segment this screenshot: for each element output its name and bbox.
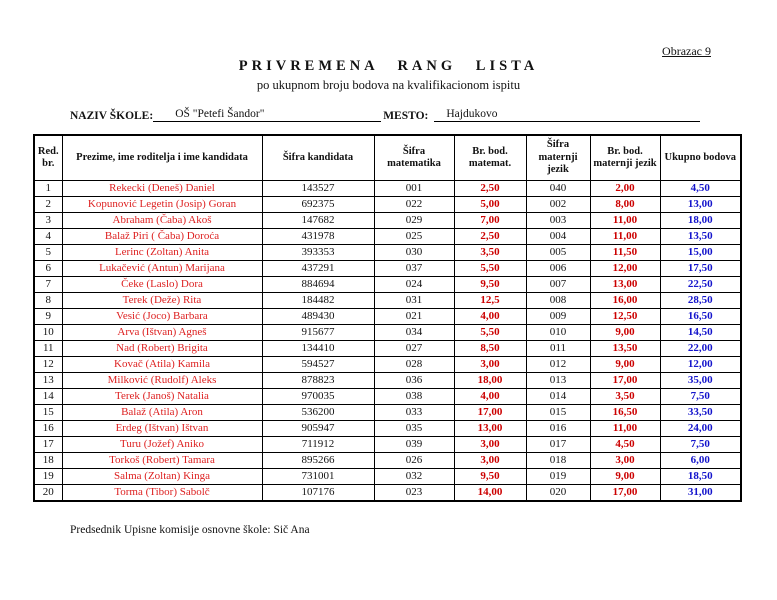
cell-total_points: 35,00	[660, 373, 741, 389]
cell-math_code: 038	[374, 389, 454, 405]
cell-math_points: 9,50	[454, 277, 526, 293]
cell-total_points: 4,50	[660, 181, 741, 197]
column-header-mother_tongue_code: Šifra maternji jezik	[526, 135, 590, 181]
cell-candidate_code: 184482	[262, 293, 374, 309]
table-row	[34, 261, 741, 277]
cell-mother_tongue_code: 008	[526, 293, 590, 309]
cell-total_points: 24,00	[660, 421, 741, 437]
cell-mother_tongue_code: 005	[526, 245, 590, 261]
school-name-label: NAZIV ŠKOLE:	[70, 110, 154, 122]
cell-math_points: 8,50	[454, 341, 526, 357]
form-number-label: Obrazac 9	[662, 44, 711, 58]
cell-candidate_code: 107176	[262, 485, 374, 502]
table-row	[34, 181, 741, 197]
cell-math_points: 12,5	[454, 293, 526, 309]
cell-rank: 15	[34, 405, 62, 421]
cell-mother_tongue_code: 016	[526, 421, 590, 437]
cell-mother_tongue_points: 16,50	[590, 405, 660, 421]
cell-mother_tongue_code: 002	[526, 197, 590, 213]
cell-math_points: 5,00	[454, 197, 526, 213]
cell-name: Abraham (Čaba) Akoš	[62, 213, 262, 229]
table-row	[34, 197, 741, 213]
cell-name: Čeke (Laslo) Dora	[62, 277, 262, 293]
cell-mother_tongue_code: 012	[526, 357, 590, 373]
cell-name: Nad (Robert) Brigita	[62, 341, 262, 357]
table-row	[34, 325, 741, 341]
cell-total_points: 18,50	[660, 469, 741, 485]
cell-name: Torkoš (Robert) Tamara	[62, 453, 262, 469]
cell-candidate_code: 147682	[262, 213, 374, 229]
cell-math_points: 5,50	[454, 325, 526, 341]
cell-math_code: 028	[374, 357, 454, 373]
cell-math_points: 13,00	[454, 421, 526, 437]
cell-math_code: 035	[374, 421, 454, 437]
cell-mother_tongue_points: 3,00	[590, 453, 660, 469]
cell-name: Lerinc (Zoltan) Anita	[62, 245, 262, 261]
cell-rank: 13	[34, 373, 62, 389]
cell-math_code: 033	[374, 405, 454, 421]
page-subtitle: po ukupnom broju bodova na kvalifikacionom ispitu	[256, 78, 521, 92]
cell-mother_tongue_points: 11,50	[590, 245, 660, 261]
column-header-total_points: Ukupno bodova	[660, 135, 741, 181]
cell-math_points: 18,00	[454, 373, 526, 389]
cell-candidate_code: 970035	[262, 389, 374, 405]
cell-math_code: 022	[374, 197, 454, 213]
cell-mother_tongue_points: 9,00	[590, 469, 660, 485]
column-header-mother_tongue_points: Br. bod. maternji jezik	[590, 135, 660, 181]
cell-total_points: 12,00	[660, 357, 741, 373]
cell-mother_tongue_code: 017	[526, 437, 590, 453]
cell-math_code: 034	[374, 325, 454, 341]
cell-mother_tongue_points: 12,00	[590, 261, 660, 277]
column-header-math_code: Šifra matematika	[374, 135, 454, 181]
cell-mother_tongue_points: 12,50	[590, 309, 660, 325]
cell-candidate_code: 878823	[262, 373, 374, 389]
cell-math_points: 17,00	[454, 405, 526, 421]
cell-math_points: 3,00	[454, 437, 526, 453]
column-header-candidate_code: Šifra kandidata	[262, 135, 374, 181]
cell-total_points: 14,50	[660, 325, 741, 341]
cell-math_points: 2,50	[454, 229, 526, 245]
cell-mother_tongue_code: 004	[526, 229, 590, 245]
cell-math_code: 039	[374, 437, 454, 453]
cell-math_code: 029	[374, 213, 454, 229]
cell-mother_tongue_points: 17,00	[590, 373, 660, 389]
cell-total_points: 28,50	[660, 293, 741, 309]
table-row	[34, 405, 741, 421]
cell-rank: 14	[34, 389, 62, 405]
cell-name: Kopunović Legetin (Josip) Goran	[62, 197, 262, 213]
cell-name: Salma (Zoltan) Kinga	[62, 469, 262, 485]
cell-candidate_code: 134410	[262, 341, 374, 357]
cell-total_points: 16,50	[660, 309, 741, 325]
cell-candidate_code: 905947	[262, 421, 374, 437]
table-row	[34, 293, 741, 309]
cell-rank: 6	[34, 261, 62, 277]
cell-rank: 2	[34, 197, 62, 213]
table-row	[34, 277, 741, 293]
cell-total_points: 7,50	[660, 437, 741, 453]
cell-rank: 10	[34, 325, 62, 341]
cell-candidate_code: 884694	[262, 277, 374, 293]
cell-rank: 9	[34, 309, 62, 325]
cell-mother_tongue_points: 2,00	[590, 181, 660, 197]
table-row	[34, 469, 741, 485]
cell-name: Vesić (Joco) Barbara	[62, 309, 262, 325]
cell-total_points: 17,50	[660, 261, 741, 277]
cell-total_points: 6,00	[660, 453, 741, 469]
table-row	[34, 357, 741, 373]
cell-candidate_code: 895266	[262, 453, 374, 469]
cell-math_points: 4,00	[454, 389, 526, 405]
cell-rank: 5	[34, 245, 62, 261]
cell-mother_tongue_code: 019	[526, 469, 590, 485]
cell-math_code: 037	[374, 261, 454, 277]
table-row	[34, 389, 741, 405]
cell-mother_tongue_code: 013	[526, 373, 590, 389]
cell-math_code: 023	[374, 485, 454, 502]
cell-rank: 17	[34, 437, 62, 453]
cell-total_points: 7,50	[660, 389, 741, 405]
cell-mother_tongue_code: 007	[526, 277, 590, 293]
cell-mother_tongue_points: 13,00	[590, 277, 660, 293]
cell-mother_tongue_code: 040	[526, 181, 590, 197]
cell-rank: 7	[34, 277, 62, 293]
cell-total_points: 15,00	[660, 245, 741, 261]
table-row	[34, 229, 741, 245]
cell-candidate_code: 731001	[262, 469, 374, 485]
table-row	[34, 485, 741, 502]
cell-mother_tongue_code: 020	[526, 485, 590, 502]
cell-candidate_code: 915677	[262, 325, 374, 341]
cell-mother_tongue_points: 17,00	[590, 485, 660, 502]
school-name-value: OŠ "Petefi Šandor"	[153, 108, 381, 122]
cell-mother_tongue_points: 11,00	[590, 213, 660, 229]
cell-rank: 20	[34, 485, 62, 502]
cell-math_code: 024	[374, 277, 454, 293]
cell-name: Milković (Rudolf) Aleks	[62, 373, 262, 389]
table-row	[34, 245, 741, 261]
cell-name: Arva (Ištvan) Agneš	[62, 325, 262, 341]
cell-math_points: 4,00	[454, 309, 526, 325]
table-row	[34, 213, 741, 229]
cell-math_points: 2,50	[454, 181, 526, 197]
cell-rank: 19	[34, 469, 62, 485]
cell-candidate_code: 692375	[262, 197, 374, 213]
cell-name: Terek (Janoš) Natalia	[62, 389, 262, 405]
cell-math_code: 030	[374, 245, 454, 261]
cell-name: Erdeg (Ištvan) Ištvan	[62, 421, 262, 437]
cell-rank: 11	[34, 341, 62, 357]
cell-math_points: 9,50	[454, 469, 526, 485]
table-row	[34, 309, 741, 325]
page-title: PRIVREMENA RANG LISTA	[238, 58, 539, 74]
cell-math_code: 025	[374, 229, 454, 245]
cell-name: Torma (Tibor) Sabolč	[62, 485, 262, 502]
cell-mother_tongue_code: 009	[526, 309, 590, 325]
cell-math_code: 021	[374, 309, 454, 325]
cell-candidate_code: 393353	[262, 245, 374, 261]
cell-mother_tongue_code: 011	[526, 341, 590, 357]
cell-total_points: 33,50	[660, 405, 741, 421]
cell-math_points: 3,00	[454, 357, 526, 373]
cell-mother_tongue_points: 3,50	[590, 389, 660, 405]
cell-math_code: 026	[374, 453, 454, 469]
cell-name: Kovač (Atila) Kamila	[62, 357, 262, 373]
cell-candidate_code: 594527	[262, 357, 374, 373]
cell-math_points: 14,00	[454, 485, 526, 502]
cell-total_points: 22,00	[660, 341, 741, 357]
table-header-row	[34, 135, 741, 181]
cell-candidate_code: 711912	[262, 437, 374, 453]
column-header-math_points: Br. bod. matemat.	[454, 135, 526, 181]
cell-total_points: 31,00	[660, 485, 741, 502]
cell-total_points: 18,00	[660, 213, 741, 229]
cell-name: Turu (Jožef) Aniko	[62, 437, 262, 453]
cell-mother_tongue_code: 003	[526, 213, 590, 229]
cell-math_code: 027	[374, 341, 454, 357]
cell-mother_tongue_code: 018	[526, 453, 590, 469]
cell-mother_tongue_code: 014	[526, 389, 590, 405]
cell-math_points: 5,50	[454, 261, 526, 277]
cell-math_code: 036	[374, 373, 454, 389]
cell-candidate_code: 536200	[262, 405, 374, 421]
cell-rank: 16	[34, 421, 62, 437]
cell-math_code: 031	[374, 293, 454, 309]
rang-lista-table	[33, 134, 742, 502]
cell-mother_tongue_points: 9,00	[590, 325, 660, 341]
cell-math_code: 001	[374, 181, 454, 197]
cell-rank: 12	[34, 357, 62, 373]
cell-total_points: 13,50	[660, 229, 741, 245]
table-row	[34, 437, 741, 453]
cell-name: Balaž (Atila) Aron	[62, 405, 262, 421]
table-row	[34, 453, 741, 469]
cell-mother_tongue_points: 16,00	[590, 293, 660, 309]
cell-mother_tongue_points: 9,00	[590, 357, 660, 373]
cell-total_points: 13,00	[660, 197, 741, 213]
cell-rank: 1	[34, 181, 62, 197]
cell-mother_tongue_points: 4,50	[590, 437, 660, 453]
cell-name: Rekecki (Deneš) Daniel	[62, 181, 262, 197]
cell-candidate_code: 437291	[262, 261, 374, 277]
cell-math_points: 7,00	[454, 213, 526, 229]
school-info-line	[70, 108, 700, 122]
cell-mother_tongue_points: 8,00	[590, 197, 660, 213]
cell-candidate_code: 489430	[262, 309, 374, 325]
column-header-name: Prezime, ime roditelja i ime kandidata	[62, 135, 262, 181]
cell-math_points: 3,00	[454, 453, 526, 469]
column-header-rank: Red. br.	[34, 135, 62, 181]
cell-rank: 3	[34, 213, 62, 229]
cell-rank: 4	[34, 229, 62, 245]
cell-name: Terek (Deže) Rita	[62, 293, 262, 309]
cell-mother_tongue_points: 13,50	[590, 341, 660, 357]
cell-mother_tongue_code: 015	[526, 405, 590, 421]
cell-total_points: 22,50	[660, 277, 741, 293]
cell-mother_tongue_points: 11,00	[590, 421, 660, 437]
table-row	[34, 341, 741, 357]
cell-candidate_code: 431978	[262, 229, 374, 245]
table-row	[34, 421, 741, 437]
place-label: MESTO:	[383, 110, 429, 122]
cell-mother_tongue_points: 11,00	[590, 229, 660, 245]
cell-math_points: 3,50	[454, 245, 526, 261]
table-row	[34, 373, 741, 389]
cell-mother_tongue_code: 006	[526, 261, 590, 277]
cell-mother_tongue_code: 010	[526, 325, 590, 341]
cell-rank: 18	[34, 453, 62, 469]
cell-candidate_code: 143527	[262, 181, 374, 197]
cell-rank: 8	[34, 293, 62, 309]
cell-math_code: 032	[374, 469, 454, 485]
place-value: Hajdukovo	[434, 108, 700, 122]
cell-name: Balaž Piri ( Čaba) Doroća	[62, 229, 262, 245]
cell-name: Lukačević (Antun) Marijana	[62, 261, 262, 277]
signature-line: Predsednik Upisne komisije osnovne škole: Sič Ana	[70, 524, 310, 536]
